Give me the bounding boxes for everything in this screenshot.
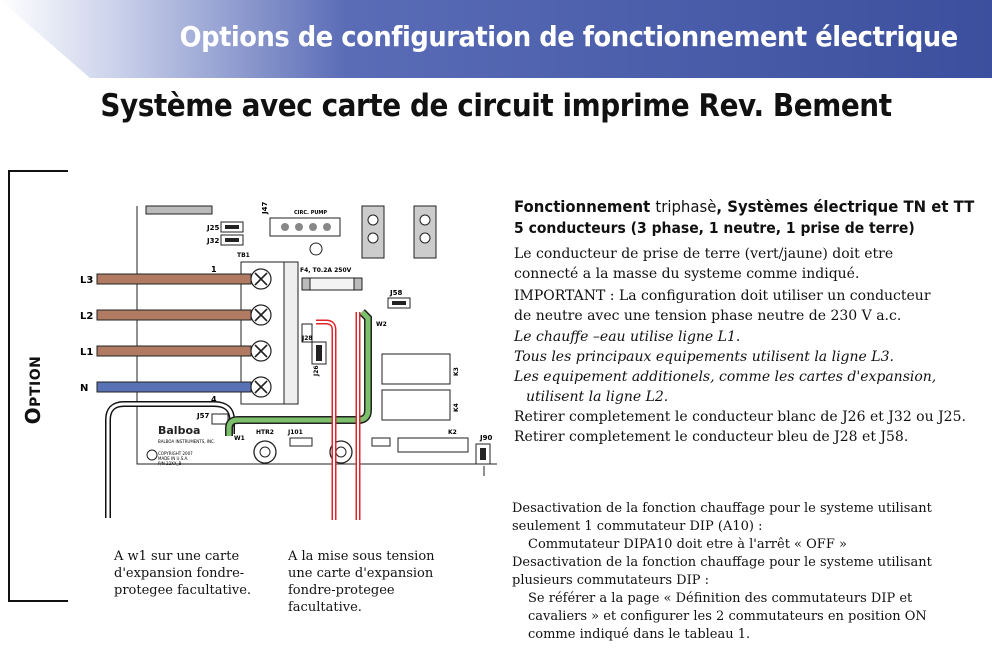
wire-l2 bbox=[97, 310, 251, 320]
circ-pump-connector bbox=[270, 210, 340, 236]
caption-w1: A w1 sur une carte d'expansion fondre- protegee facultative. bbox=[114, 549, 252, 598]
dip-line-1: Desactivation de la fonction chauffage pour le systeme utilisant bbox=[512, 501, 932, 516]
label-l2: L2 bbox=[80, 311, 94, 322]
relay-blocks bbox=[362, 206, 436, 258]
label-circ-pump: CIRC. PUMP bbox=[294, 210, 328, 216]
label-k2: K2 bbox=[448, 429, 457, 436]
info-paragraph-2: connecté a la masse du systeme comme indiqué. bbox=[514, 266, 860, 282]
label-j26: J26 bbox=[313, 365, 320, 376]
label-n: N bbox=[80, 383, 89, 394]
label-htr2: HTR2 bbox=[256, 429, 274, 436]
wire-l1 bbox=[97, 346, 251, 356]
info-paragraph-4: de neutre avec une tension phase neutre de 230 V a.c. bbox=[514, 308, 902, 324]
label-j57: J57 bbox=[197, 412, 210, 420]
remove-line-2: Retirer completement le conducteur bleu de J28 et J58. bbox=[514, 429, 909, 445]
dip-line-8: comme indiqué dans le tableau 1. bbox=[528, 627, 751, 642]
italic-line-4: utilisent la ligne L2. bbox=[526, 389, 669, 405]
dip-line-4: Desactivation de la fonction chauffage pour le systeme utilisant bbox=[512, 555, 932, 570]
label-j47: J47 bbox=[261, 201, 269, 214]
dip-line-7: cavaliers » et configurer les 2 commutateurs en position ON bbox=[528, 609, 927, 624]
relay-k3-k4 bbox=[382, 354, 450, 420]
label-w1: W1 bbox=[234, 435, 245, 442]
j25-j32-jumpers bbox=[206, 222, 243, 245]
label-l3: L3 bbox=[80, 275, 94, 286]
option-label: Option bbox=[21, 355, 45, 425]
label-k3: K3 bbox=[453, 367, 460, 376]
label-j101: J101 bbox=[288, 429, 303, 436]
label-j90: J90 bbox=[480, 434, 493, 442]
italic-line-1: Le chauffe –eau utilise ligne L1. bbox=[514, 329, 741, 345]
board-text-2: COPYRIGHT 2007 bbox=[158, 451, 193, 456]
italic-line-3: Les equipement additionels, comme les cartes d'expansion, bbox=[514, 369, 937, 385]
wire-neutral bbox=[97, 382, 251, 392]
label-l1: L1 bbox=[80, 347, 94, 358]
italic-line-2: Tous les principaux equipements utilisent la ligne L3. bbox=[514, 349, 894, 365]
info-panel bbox=[514, 196, 984, 447]
dip-line-3: Commutateur DIPA10 doit etre à l'arrêt « OFF » bbox=[528, 537, 847, 552]
page-title: Options de configuration de fonctionnement électrique bbox=[179, 20, 958, 53]
label-j58: J58 bbox=[390, 289, 403, 297]
board-text-1: BALBOA INSTRUMENTS, INC. bbox=[158, 439, 216, 444]
info-heading: Fonctionnement triphasè, Systèmes électrique TN et TT bbox=[514, 197, 975, 216]
label-w2: W2 bbox=[376, 321, 387, 328]
dip-notes bbox=[512, 500, 982, 644]
brand-logo: Balboa bbox=[158, 424, 201, 437]
label-j28: J28 bbox=[302, 335, 313, 342]
label-j25: J25 bbox=[207, 224, 220, 232]
board-text-4: P/N 22XX_B bbox=[158, 461, 182, 466]
label-tb1: TB1 bbox=[237, 252, 250, 259]
label-fuse: F4, T0.2A 250V bbox=[300, 267, 352, 274]
info-subheading: 5 conducteurs (3 phase, 1 neutre, 1 prise de terre) bbox=[514, 219, 915, 237]
dip-line-2: seulement 1 commutateur DIP (A10) : bbox=[512, 519, 763, 534]
remove-line-1: Retirer completement le conducteur blanc de J26 et J32 ou J25. bbox=[514, 409, 966, 425]
label-k4: K4 bbox=[453, 403, 460, 412]
fuse bbox=[302, 278, 362, 290]
label-j32: J32 bbox=[207, 237, 220, 245]
info-paragraph-3: IMPORTANT : La configuration doit utiliser un conducteur bbox=[514, 288, 931, 304]
page-subtitle: Système avec carte de circuit imprime Rev. Bement bbox=[100, 88, 892, 124]
dip-line-6: Se référer a la page « Définition des commutateurs DIP et bbox=[528, 591, 913, 606]
board-text-3: MADE IN U.S.A. bbox=[158, 456, 189, 461]
wire-l3 bbox=[97, 274, 251, 284]
caption-power: A la mise sous tension une carte d'expansion fondre-protegee facultative. bbox=[288, 549, 435, 615]
dip-line-5: plusieurs commutateurs DIP : bbox=[512, 573, 709, 588]
info-paragraph-1: Le conducteur de prise de terre (vert/jaune) doit etre bbox=[514, 246, 894, 262]
terminal-4: 4 bbox=[211, 395, 217, 404]
terminal-1: 1 bbox=[211, 265, 217, 274]
